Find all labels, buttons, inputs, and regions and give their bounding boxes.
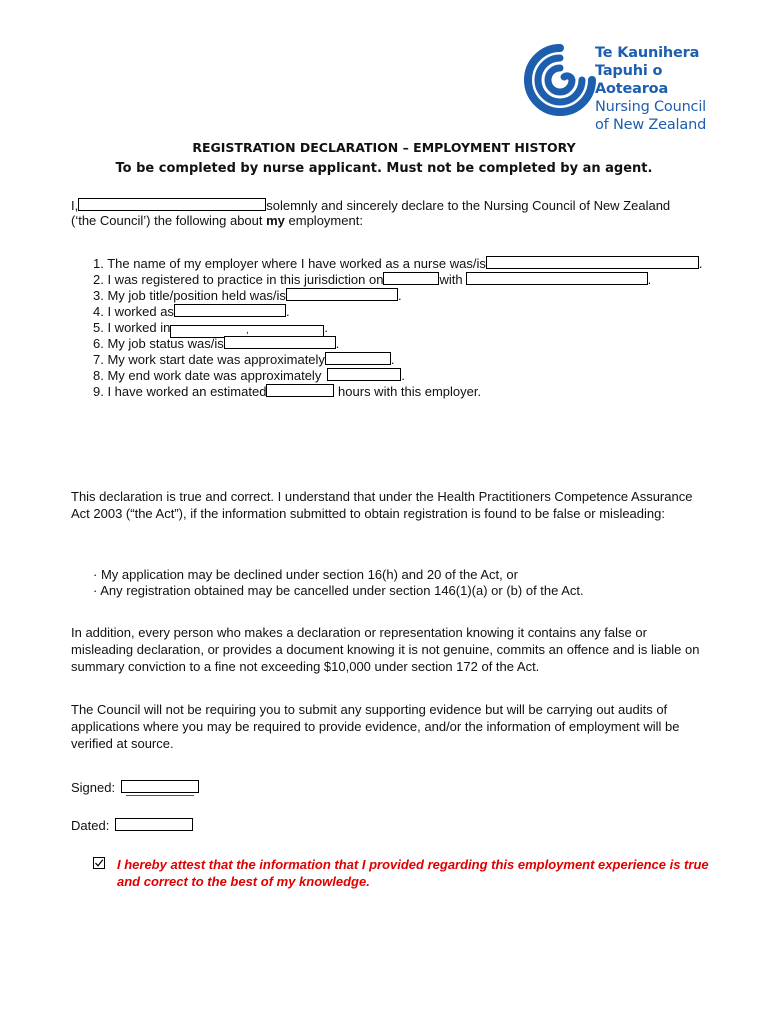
date-field[interactable] [115, 818, 193, 831]
applicant-name-field[interactable] [78, 198, 266, 211]
worked-as-field[interactable] [174, 304, 286, 317]
list-item-registered [93, 272, 651, 288]
attest-checkbox[interactable] [93, 856, 105, 873]
intro-line-2-text: (‘the Council’) the following about [71, 213, 267, 228]
signed-row [71, 779, 199, 796]
jurisdiction-body-field[interactable] [466, 272, 648, 285]
bullet-cancelled: · Any registration obtained may be cancelled under section 146(1)(a) or (b) of the Act. [93, 583, 584, 598]
item-end: . [324, 320, 328, 335]
job-status-field[interactable] [224, 336, 336, 349]
employer-name-field[interactable] [486, 256, 699, 269]
intro-text: solemnly and sincerely declare to the Nursing Council of New Zealand [266, 198, 671, 213]
job-title-field[interactable] [286, 288, 398, 301]
intro-line-2 [71, 212, 363, 229]
page-title: REGISTRATION DECLARATION – EMPLOYMENT HISTORY [192, 140, 576, 155]
signature-field[interactable] [121, 780, 199, 793]
item-label: 1. The name of my employer where I have worked as a nurse was/is [93, 256, 486, 271]
item-end: . [647, 272, 652, 287]
item-end: . [285, 304, 290, 319]
hours-field[interactable] [266, 384, 334, 397]
item-end: . [397, 288, 402, 303]
dated-label: Dated: [71, 818, 110, 833]
page-subtitle: To be completed by nurse applicant. Must not be completed by an agent. [115, 161, 653, 176]
item-end: hours with this employer. [334, 384, 482, 399]
item-label: 7. My work start date was approximately [93, 352, 325, 367]
intro-my-bold: my [266, 213, 285, 228]
list-item-employer [93, 256, 702, 272]
end-date-field[interactable] [327, 368, 401, 381]
start-date-field[interactable] [325, 352, 391, 365]
checkbox-checked-icon [93, 857, 105, 869]
list-item-job-title [93, 288, 402, 304]
koru-logo-icon [524, 44, 596, 116]
nursing-council-logo [524, 44, 734, 133]
item-end: . [335, 336, 340, 351]
signed-label: Signed: [71, 780, 116, 795]
item-label: 4. I worked as [93, 304, 174, 319]
intro-line-2-end: employment: [284, 213, 363, 228]
list-item-worked-as [93, 304, 290, 320]
addition-paragraph: In addition, every person who makes a declaration or representation knowing it contains any false or misleading declaration, or provides a document knowing it is not genuine, commits an offence and is liable on summary conviction to a fine not exceeding $10,000 under section 172 of the Act. [71, 625, 700, 675]
intro-prefix: I, [71, 198, 79, 213]
item-label: 6. My job status was/is [93, 336, 224, 351]
item-label: 8. My end work date was approximately [93, 368, 322, 383]
item-with: with [439, 272, 463, 287]
logo-line-3: Nursing Council [595, 99, 706, 115]
dated-row [71, 817, 193, 834]
item-end: . [698, 256, 703, 271]
item-label: 3. My job title/position held was/is [93, 288, 286, 303]
logo-line-1: Te Kaunihera [595, 45, 700, 61]
logo-text [595, 44, 734, 134]
item-label: 2. I was registered to practice in this jurisdiction on [93, 272, 384, 287]
list-item-job-status [93, 336, 339, 352]
declaration-paragraph: This declaration is true and correct. I understand that under the Health Practitioners Competence Assurance Act 2003 (“the Act”), if the information submitted to obtain registration is found to be false or misleading: [71, 489, 693, 522]
registration-date-field[interactable] [383, 272, 439, 285]
item-end: . [390, 352, 395, 367]
logo-line-2: Tapuhi o Aotearoa [595, 63, 669, 97]
attest-statement: I hereby attest that the information that I provided regarding this employment experience is true and correct to the best of my knowledge. [117, 857, 709, 889]
council-note-paragraph: The Council will not be requiring you to submit any supporting evidence but will be carrying out audits of applications where you may be required to provide evidence, and/or the information of employment will be verified at source. [71, 702, 680, 752]
item-label: 5. I worked in [93, 320, 171, 335]
list-item-hours [93, 384, 481, 400]
signature-underline [126, 795, 194, 796]
item-end: . [401, 368, 405, 383]
item-label: 9. I have worked an estimated [93, 384, 267, 399]
worked-in-separator: , [245, 325, 249, 336]
logo-line-4: of New Zealand [595, 117, 707, 133]
list-item-end-date [93, 368, 405, 384]
bullet-declined: · My application may be declined under section 16(h) and 20 of the Act, or [93, 567, 518, 582]
list-item-start-date [93, 352, 395, 368]
